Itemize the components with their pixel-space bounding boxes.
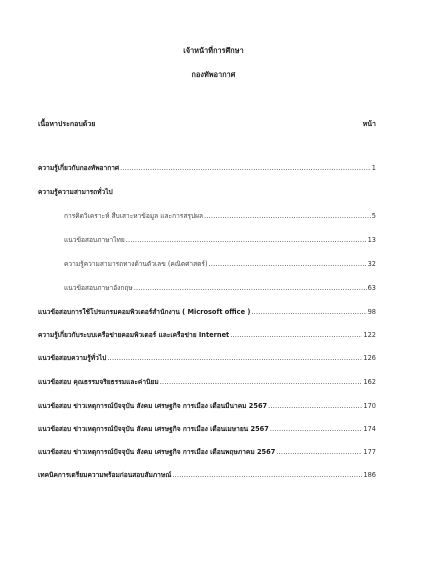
toc-entry [38,448,376,457]
toc-entry-page: 174 [363,425,376,433]
toc-section-heading [38,188,376,197]
toc-leader-dots [126,236,367,245]
toc-entry-page: 13 [367,236,376,244]
toc-entry-page: 63 [367,284,376,292]
toc-entry-label: แนวข้อสอบภาษาไทย [64,236,125,244]
toc-leader-dots [209,260,367,269]
toc-entry-label: แนวข้อสอบ ข่าวเหตุการณ์ปัจจุบัน สังคม เศรษฐกิจ การเมือง เดือนพฤษภาคม 2567 [38,448,276,456]
toc-entry [38,425,376,434]
toc-entry-label: แนวข้อสอบความรู้ทั่วไป [38,354,107,362]
toc-leader-dots [120,164,371,173]
toc-entry-label: ความรู้ความสามารถทั่วไป [38,188,113,196]
page-column-heading: หน้า [362,120,376,128]
toc-entry-page: 98 [367,308,376,316]
toc-entry [38,402,376,411]
toc-entry-label: แนวข้อสอบ คุณธรรมจริยธรรมและค่านิยม [38,378,159,386]
toc-leader-dots [172,471,362,480]
toc-entry-page: 5 [371,212,376,220]
toc-entry [38,308,376,317]
toc-leader-dots [230,331,362,340]
toc-entry-label: การคิดวิเคราะห์ สืบเสาะหาข้อมูล และการสรุปผล [64,212,203,220]
toc-entry-label: แนวข้อสอบ ข่าวเหตุการณ์ปัจจุบัน สังคม เศรษฐกิจ การเมือง เดือนเมษายน 2567 [38,425,269,433]
toc-entry-label: แนวข้อสอบ ข่าวเหตุการณ์ปัจจุบัน สังคม เศรษฐกิจ การเมือง เดือนมีนาคม 2567 [38,402,268,410]
toc-subentry [64,284,376,293]
toc-entry-label: แนวข้อสอบการใช้โปรแกรมคอมพิวเตอร์สำนักงาน ( Microsoft office ) [38,308,251,316]
toc-leader-dots [204,212,371,221]
toc-entry [38,471,376,480]
toc-entry-page: 32 [367,260,376,268]
toc-subentry [64,236,376,245]
toc-leader-dots [107,354,362,363]
toc-entry-label: ความรู้ความสามารถทางด้านตัวเลข (คณิตศาสตร์) [64,260,208,268]
toc-entry-label: เทคนิคการเตรียมความพร้อมก่อนสอบสัมภาษณ์ [38,471,172,479]
toc-entry-page: 162 [363,378,376,386]
toc-entry-page: 170 [363,402,376,410]
document-subtitle: กองทัพอากาศ [191,70,236,79]
toc-entry-page: 177 [363,448,376,456]
toc-entry-label: ความรู้เกี่ยวกับกองทัพอากาศ [38,164,120,172]
toc-leader-dots [134,284,367,293]
toc-subentry [64,260,376,269]
toc-leader-dots [160,378,363,387]
toc-entry [38,331,376,340]
toc-leader-dots [270,425,363,434]
toc-subentry [64,212,376,221]
document-title: เจ้าหน้าที่การศึกษา [183,46,244,55]
toc-leader-dots [251,308,366,317]
toc-entry-page: 1 [371,164,376,172]
contents-heading: เนื้อหาประกอบด้วย [38,120,96,128]
toc-entry-label: ความรู้เกี่ยวกับระบบเครือข่ายคอมพิวเตอร์ และเครือข่าย Internet [38,331,230,339]
toc-entry-label: แนวข้อสอบภาษาอังกฤษ [64,284,133,292]
toc-entry-page: 126 [363,354,376,362]
toc-entry-page: 122 [363,331,376,339]
toc-entry [38,164,376,173]
toc-entry [38,378,376,387]
toc-entry [38,354,376,363]
toc-leader-dots [276,448,362,457]
toc-entry-page: 186 [363,471,376,479]
toc-leader-dots [268,402,362,411]
